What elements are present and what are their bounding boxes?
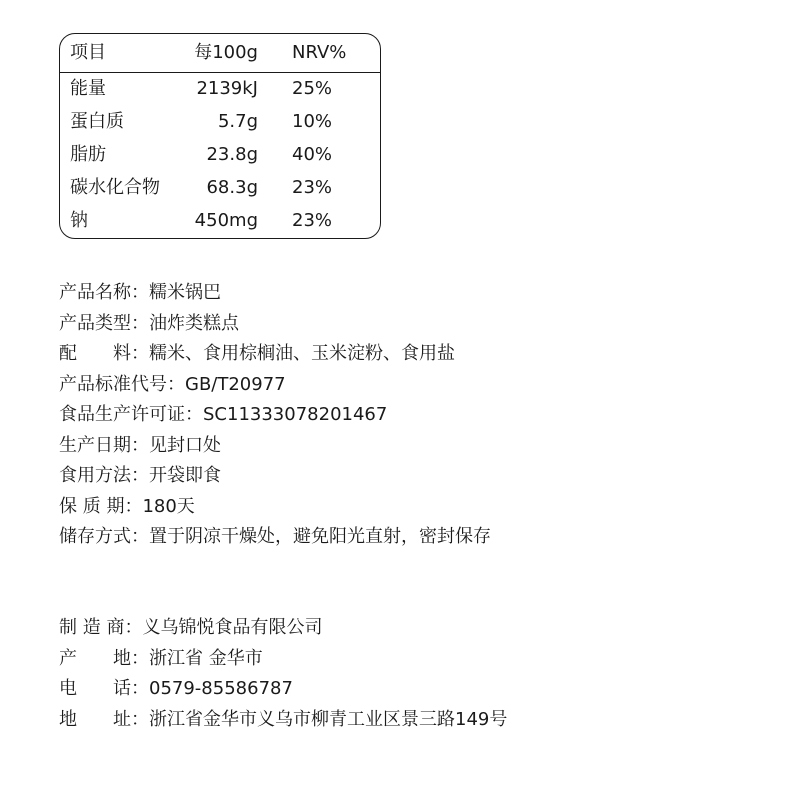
nutrition-row-nrv: 40% <box>292 144 333 165</box>
info-line-product-type <box>59 309 239 339</box>
nutrition-row-name: 钠 <box>70 210 88 231</box>
info-line-production-date <box>59 431 221 461</box>
nutrition-row-nrv: 10% <box>292 111 333 132</box>
info-value: 义乌锦悦食品有限公司 <box>142 617 323 638</box>
info-value: GB/T20977 <box>185 373 286 395</box>
nutrition-row-name: 脂肪 <box>70 144 106 165</box>
info-line-manufacturer <box>59 613 322 643</box>
nutrition-header-row <box>60 38 380 68</box>
nutrition-row-value: 23.8g <box>206 144 258 165</box>
info-label: 食品生产许可证： <box>59 404 203 425</box>
info-line-ingredients <box>59 339 455 369</box>
info-value: 糯米锅巴 <box>149 282 221 303</box>
nutrition-facts-table <box>59 33 381 239</box>
nutrition-header-divider <box>60 72 380 73</box>
nutrition-row-carbohydrate <box>60 173 380 203</box>
info-value: 油炸类糕点 <box>149 312 239 334</box>
nutrition-header-item: 项目 <box>70 42 106 63</box>
info-value: 糯米、食用棕榈油、玉米淀粉、食用盐 <box>149 343 455 364</box>
info-label: 配 料： <box>59 343 149 364</box>
info-line-address <box>59 705 507 735</box>
info-label: 生产日期： <box>59 434 149 456</box>
nutrition-row-energy <box>60 74 380 104</box>
info-label: 地 址： <box>59 708 149 730</box>
info-label: 产品类型： <box>59 312 149 334</box>
nutrition-row-protein <box>60 107 380 137</box>
info-value: 见封口处 <box>149 434 221 456</box>
info-label: 储存方式： <box>59 526 149 547</box>
nutrition-row-fat <box>60 140 380 170</box>
nutrition-row-nrv: 25% <box>292 78 333 99</box>
info-value: 开袋即食 <box>149 465 221 486</box>
nutrition-row-value: 5.7g <box>217 111 258 132</box>
nutrition-row-name: 蛋白质 <box>70 111 124 132</box>
info-value: SC11333078201467 <box>203 404 388 425</box>
nutrition-row-value: 450mg <box>194 210 258 231</box>
info-label: 产 地： <box>59 647 149 669</box>
info-value: 浙江省金华市义乌市柳青工业区景三路149号 <box>149 708 508 730</box>
info-line-origin <box>59 644 263 674</box>
info-line-product-name <box>59 278 221 308</box>
info-line-shelf-life <box>59 492 195 522</box>
info-label: 保 质 期： <box>59 495 143 517</box>
nutrition-row-name: 碳水化合物 <box>70 177 160 198</box>
info-label: 制 造 商： <box>59 617 143 638</box>
info-label: 产品标准代号： <box>59 373 185 395</box>
info-label: 产品名称： <box>59 282 149 303</box>
info-value: 0579-85586787 <box>149 678 293 699</box>
info-line-storage <box>59 522 491 552</box>
info-line-phone <box>59 674 293 704</box>
nutrition-row-nrv: 23% <box>292 177 333 198</box>
nutrition-row-value: 68.3g <box>206 177 258 198</box>
info-line-production-license <box>59 400 387 430</box>
nutrition-row-name: 能量 <box>70 78 106 99</box>
nutrition-header-nrv: NRV% <box>292 42 347 63</box>
nutrition-row-value: 2139kJ <box>196 78 258 99</box>
info-label: 食用方法： <box>59 465 149 486</box>
nutrition-row-sodium <box>60 206 380 236</box>
info-value: 180天 <box>142 495 195 517</box>
nutrition-row-nrv: 23% <box>292 210 333 231</box>
info-line-usage <box>59 461 221 491</box>
info-value: 置于阴凉干燥处，避免阳光直射，密封保存 <box>149 526 491 547</box>
info-label: 电 话： <box>59 678 149 699</box>
info-line-standard-code <box>59 370 286 400</box>
nutrition-header-per: 每100g <box>194 42 258 63</box>
info-value: 浙江省 金华市 <box>149 647 263 669</box>
